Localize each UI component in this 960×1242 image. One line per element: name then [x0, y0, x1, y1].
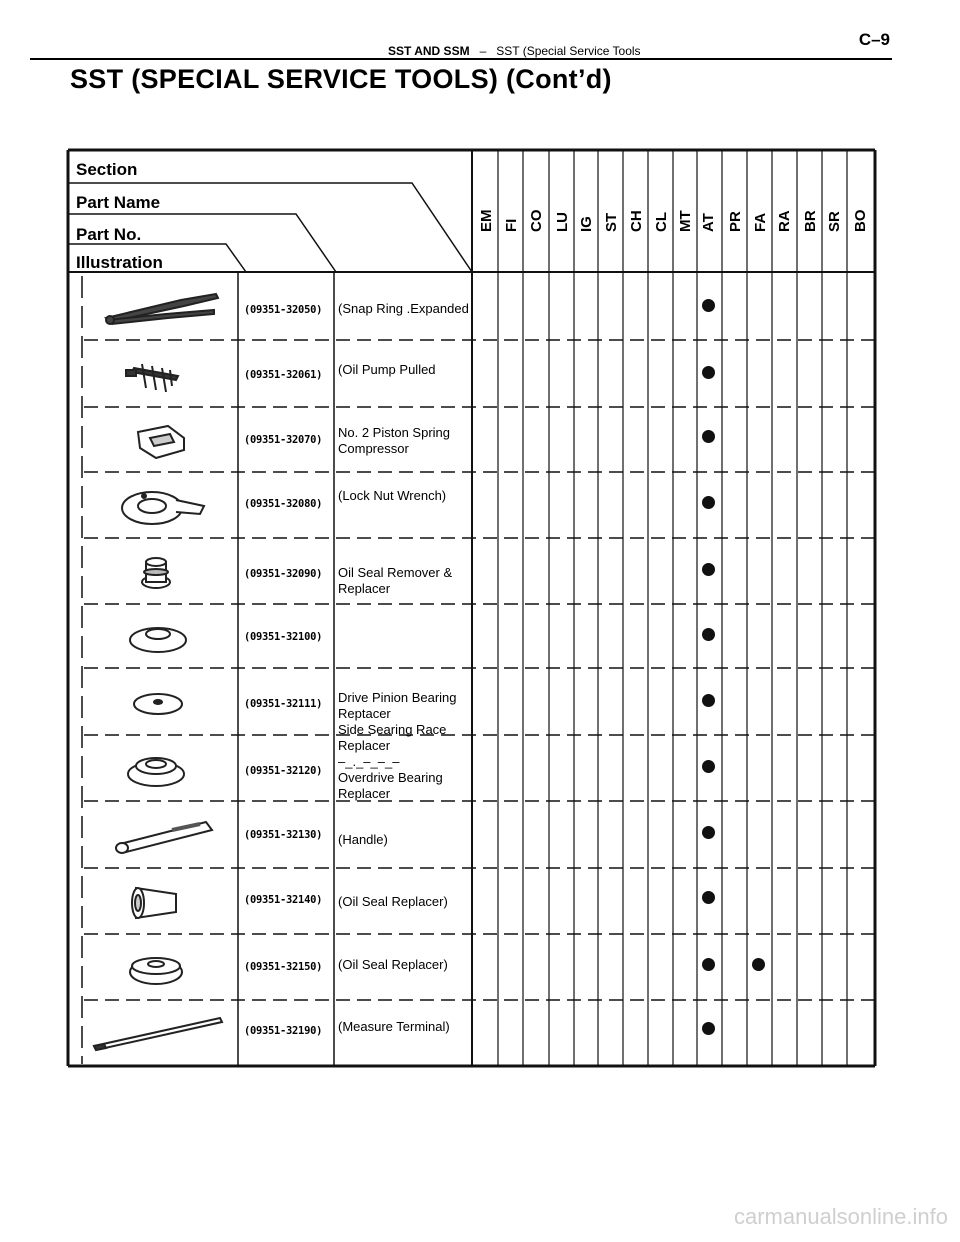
- page-title: SST (SPECIAL SERVICE TOOLS) (Cont’d): [70, 64, 612, 94]
- marker-dot: [702, 694, 715, 707]
- marker-dot: [702, 299, 715, 312]
- part-name-line: Drive Pinion Bearing: [338, 690, 457, 705]
- part-name-line: Oil Seal Remover &: [338, 565, 453, 580]
- part-name: [338, 488, 472, 504]
- marker-dot: [702, 760, 715, 773]
- disc-tool-icon: [86, 610, 236, 666]
- part-number: (09351-32130): [244, 828, 323, 841]
- section-code-mt: MT: [677, 210, 694, 232]
- part-number: (09351-32111): [244, 697, 323, 710]
- spring-compressor-icon: [86, 414, 236, 470]
- section-code-fa: FA: [752, 212, 769, 232]
- running-header: [388, 44, 641, 58]
- section-code-fi: FI: [503, 218, 520, 232]
- marker-dot: [702, 826, 715, 839]
- section-code-em: EM: [478, 209, 495, 232]
- marker-dot: [702, 628, 715, 641]
- bearing-replacer-icon: [86, 676, 236, 732]
- section-code-co: CO: [528, 209, 545, 232]
- section-code-st: ST: [603, 212, 620, 232]
- part-name-line: No. 2 Piston Spring: [338, 425, 451, 440]
- part-number: (09351-32150): [244, 960, 323, 973]
- page-number: C–9: [858, 30, 890, 49]
- section-code-cl: CL: [653, 212, 670, 232]
- section-code-ra: RA: [776, 210, 793, 232]
- part-number: (09351-32050): [244, 303, 323, 316]
- handle-icon: [86, 808, 236, 864]
- part-name: [338, 957, 472, 973]
- part-number: (09351-32100): [244, 630, 323, 643]
- section-code-ig: IG: [578, 216, 595, 232]
- part-number: (09351-32140): [244, 893, 323, 906]
- part-number: (09351-32190): [244, 1024, 323, 1037]
- marker-dot: [702, 496, 715, 509]
- part-name: [338, 690, 472, 722]
- header-rule: [30, 58, 892, 60]
- header-separator: –: [479, 44, 487, 58]
- part-name-line: (Oil Pump Pulled: [338, 362, 436, 377]
- header-section-desc: SST (Special Service Tools: [496, 44, 641, 58]
- part-name-line: Side Searing Race: [338, 722, 447, 737]
- section-code-at: AT: [700, 213, 717, 232]
- part-name: [338, 722, 472, 802]
- section-code-br: BR: [802, 210, 819, 232]
- part-name-line: Replacer: [338, 786, 391, 801]
- part-name: [338, 362, 472, 378]
- oil-pump-puller-icon: [86, 346, 236, 402]
- part-name-line: (Handle): [338, 832, 388, 847]
- illustration-label: Illustration: [76, 253, 163, 272]
- part-name: [338, 894, 472, 910]
- part-name-line: –_._–_–_–: [338, 754, 400, 769]
- lock-nut-wrench-icon: [86, 480, 236, 536]
- marker-dot: [702, 563, 715, 576]
- watermark: carmanualsonline.info: [733, 1204, 948, 1229]
- part-number: (09351-32090): [244, 567, 323, 580]
- part-number: (09351-32080): [244, 497, 323, 510]
- part-name-line: (Lock Nut Wrench): [338, 488, 447, 503]
- part-name-line: Replacer: [338, 738, 391, 753]
- race-replacer-icon: [86, 742, 236, 798]
- marker-dot: [702, 1022, 715, 1035]
- part-number: (09351-32070): [244, 433, 323, 446]
- part-number: (09351-32061): [244, 368, 323, 381]
- marker-dot: [702, 958, 715, 971]
- part-name-line: Compressor: [338, 441, 409, 456]
- section-code-pr: PR: [727, 211, 744, 232]
- section-code-lu: LU: [554, 212, 571, 232]
- part-name-line: Replacer: [338, 581, 391, 596]
- part-name: [338, 301, 472, 317]
- oil-seal-replacer-cup-icon: [86, 874, 236, 930]
- section-code-sr: SR: [826, 211, 843, 232]
- oil-seal-remover-icon: [86, 546, 236, 602]
- part-name: [338, 565, 472, 597]
- part-number: (09351-32120): [244, 764, 323, 777]
- part-name-line: (Oil Seal Replacer): [338, 894, 448, 909]
- part-name: [338, 425, 472, 457]
- section-code-bo: BO: [852, 209, 869, 232]
- marker-dot: [702, 430, 715, 443]
- oil-seal-replacer-disc-icon: [86, 940, 236, 996]
- marker-dot: [702, 366, 715, 379]
- part-name: [338, 832, 472, 848]
- part-name-line: (Measure Terminal): [338, 1019, 450, 1034]
- header-section-label: SST AND SSM: [388, 44, 470, 58]
- measure-terminal-icon: [86, 1004, 236, 1060]
- section-label: Section: [76, 160, 138, 179]
- snap-ring-pliers-icon: [86, 280, 236, 336]
- part-name-label: Part Name: [76, 193, 161, 212]
- part-name-line: Overdrive Bearing: [338, 770, 443, 785]
- section-code-ch: CH: [628, 210, 645, 232]
- part-name-line: Reptacer: [338, 706, 391, 721]
- part-name-line: (Snap Ring .Expanded: [338, 301, 469, 316]
- part-name-line: (Oil Seal Replacer): [338, 957, 448, 972]
- marker-dot: [752, 958, 765, 971]
- part-name: [338, 1019, 472, 1035]
- marker-dot: [702, 891, 715, 904]
- part-no-label: Part No.: [76, 225, 142, 244]
